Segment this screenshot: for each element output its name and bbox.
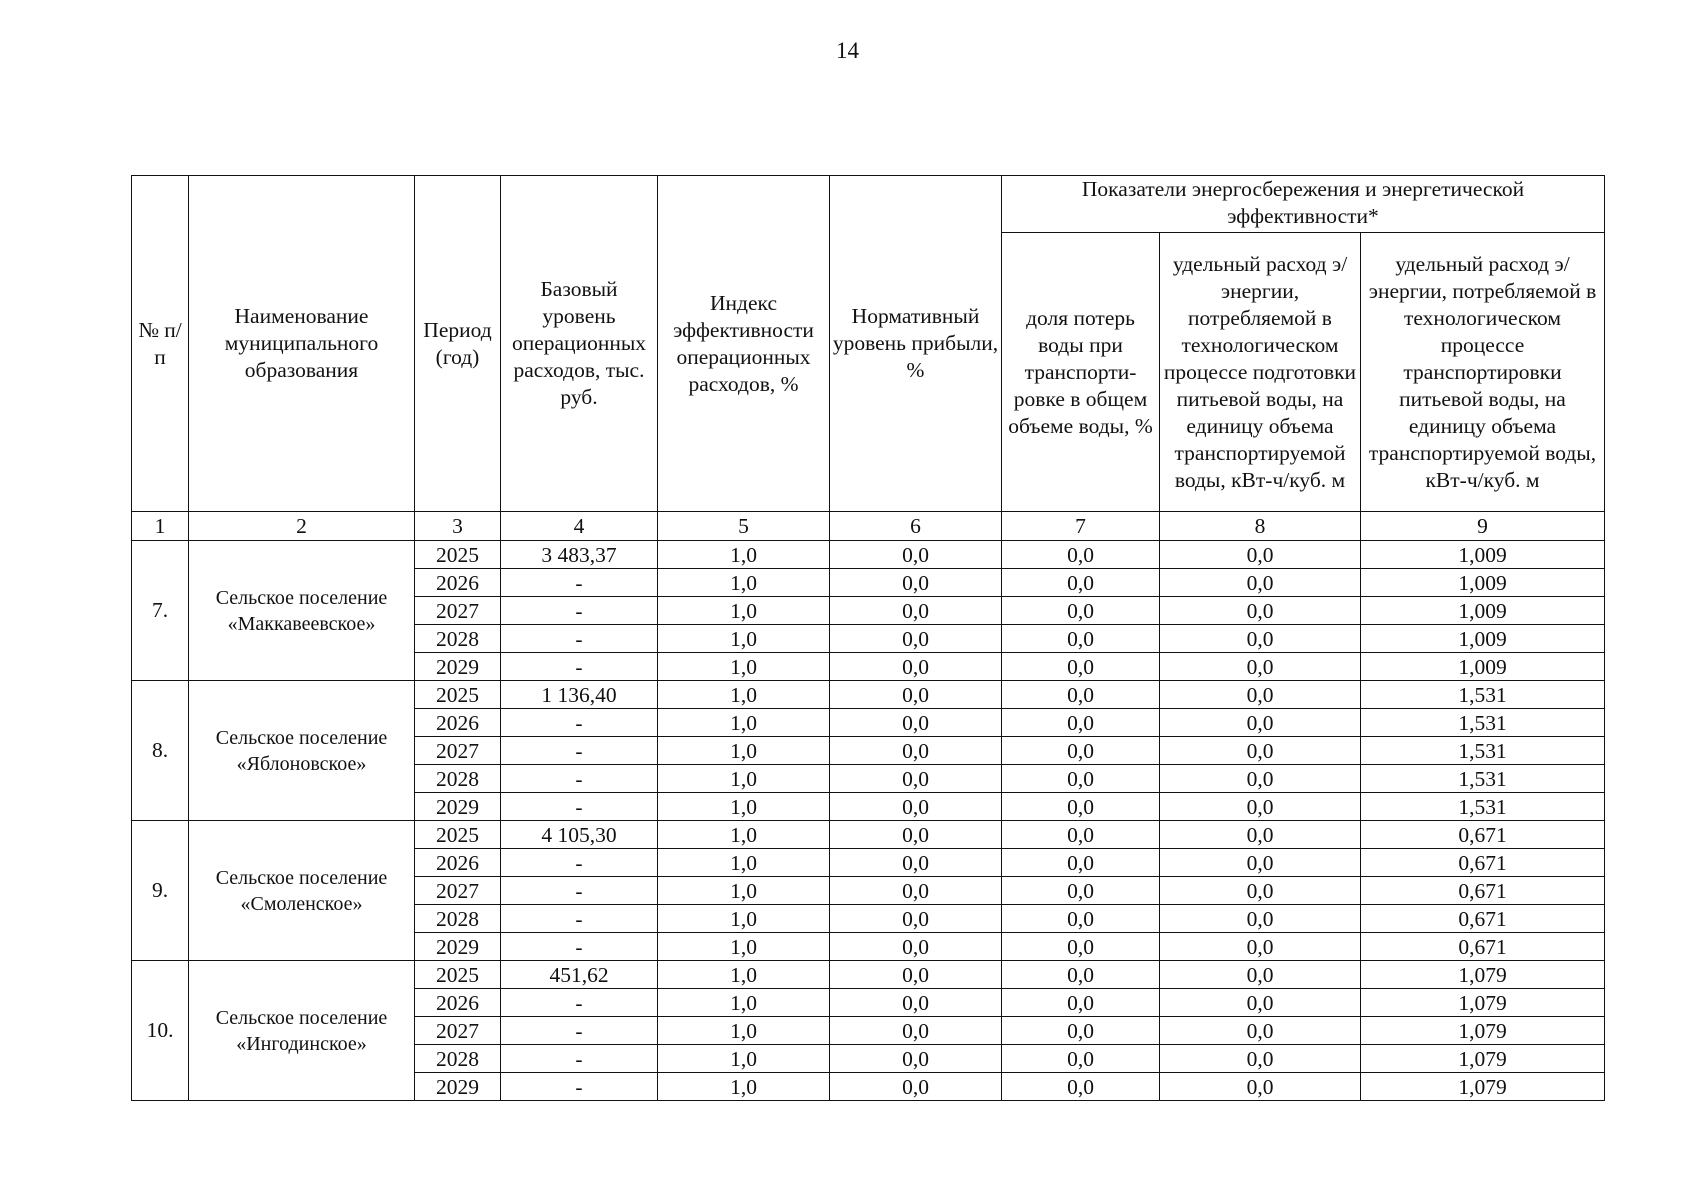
profit-level-cell: 0,0 [830, 1073, 1002, 1101]
profit-level-cell: 0,0 [830, 569, 1002, 597]
base-cost-cell: - [501, 653, 658, 681]
column-number: 1 [132, 512, 189, 541]
column-number: 3 [415, 512, 501, 541]
efficiency-index-cell: 1,0 [658, 821, 830, 849]
energy-transport-cell: 1,531 [1361, 765, 1605, 793]
row-number-cell: 9. [132, 821, 189, 961]
energy-prep-cell: 0,0 [1160, 793, 1361, 821]
year-cell: 2026 [415, 989, 501, 1017]
column-number: 8 [1160, 512, 1361, 541]
water-loss-cell: 0,0 [1002, 681, 1160, 709]
energy-prep-cell: 0,0 [1160, 989, 1361, 1017]
base-cost-cell: - [501, 933, 658, 961]
energy-transport-cell: 1,009 [1361, 569, 1605, 597]
year-cell: 2026 [415, 849, 501, 877]
profit-level-cell: 0,0 [830, 821, 1002, 849]
column-number: 7 [1002, 512, 1160, 541]
base-cost-cell: - [501, 1017, 658, 1045]
column-number: 2 [189, 512, 415, 541]
efficiency-index-cell: 1,0 [658, 1017, 830, 1045]
energy-prep-cell: 0,0 [1160, 821, 1361, 849]
water-loss-cell: 0,0 [1002, 1045, 1160, 1073]
municipality-type: Сельское поселение [215, 866, 388, 889]
efficiency-index-cell: 1,0 [658, 933, 830, 961]
profit-level-cell: 0,0 [830, 1017, 1002, 1045]
base-cost-cell: 1 136,40 [501, 681, 658, 709]
efficiency-index-cell: 1,0 [658, 905, 830, 933]
municipality-name-cell [189, 541, 415, 681]
energy-transport-cell: 1,009 [1361, 653, 1605, 681]
table-row [132, 961, 1605, 989]
efficiency-index-cell: 1,0 [658, 597, 830, 625]
energy-transport-cell: 1,531 [1361, 709, 1605, 737]
header-water-loss: доля потерь воды при транспорти-ровке в общем объеме воды, % [1002, 233, 1160, 512]
year-cell: 2026 [415, 709, 501, 737]
energy-transport-cell: 1,079 [1361, 1017, 1605, 1045]
energy-transport-cell: 1,009 [1361, 625, 1605, 653]
year-cell: 2026 [415, 569, 501, 597]
water-loss-cell: 0,0 [1002, 653, 1160, 681]
municipality-type: Сельское поселение [215, 726, 388, 749]
water-loss-cell: 0,0 [1002, 989, 1160, 1017]
header-no: № п/п [132, 176, 189, 512]
efficiency-index-cell: 1,0 [658, 737, 830, 765]
row-number-cell: 10. [132, 961, 189, 1101]
municipality-name-cell [189, 821, 415, 961]
efficiency-index-cell: 1,0 [658, 709, 830, 737]
base-cost-cell: - [501, 737, 658, 765]
energy-prep-cell: 0,0 [1160, 1017, 1361, 1045]
header-name: Наименование муниципального образования [189, 176, 415, 512]
profit-level-cell: 0,0 [830, 961, 1002, 989]
energy-transport-cell: 1,079 [1361, 1045, 1605, 1073]
year-cell: 2025 [415, 681, 501, 709]
row-number-cell: 8. [132, 681, 189, 821]
base-cost-cell: - [501, 709, 658, 737]
base-cost-cell: - [501, 877, 658, 905]
year-cell: 2028 [415, 905, 501, 933]
efficiency-index-cell: 1,0 [658, 1073, 830, 1101]
year-cell: 2025 [415, 821, 501, 849]
energy-prep-cell: 0,0 [1160, 849, 1361, 877]
column-number: 9 [1361, 512, 1605, 541]
water-loss-cell: 0,0 [1002, 709, 1160, 737]
energy-prep-cell: 0,0 [1160, 569, 1361, 597]
energy-prep-cell: 0,0 [1160, 625, 1361, 653]
page-number: 14 [836, 38, 859, 63]
base-cost-cell: - [501, 989, 658, 1017]
table-row [132, 541, 1605, 569]
efficiency-index-cell: 1,0 [658, 653, 830, 681]
header-period: Период (год) [415, 176, 501, 512]
energy-transport-cell: 1,531 [1361, 793, 1605, 821]
year-cell: 2027 [415, 877, 501, 905]
energy-transport-cell: 0,671 [1361, 877, 1605, 905]
base-cost-cell: 451,62 [501, 961, 658, 989]
efficiency-index-cell: 1,0 [658, 961, 830, 989]
header-energy-group: Показатели энергосбережения и энергетической эффективности* [1002, 176, 1605, 233]
header-profit-level: Нормативный уровень прибыли, % [830, 176, 1002, 512]
efficiency-index-cell: 1,0 [658, 1045, 830, 1073]
year-cell: 2025 [415, 961, 501, 989]
column-numbers-row [132, 512, 1605, 541]
energy-transport-cell: 1,531 [1361, 681, 1605, 709]
base-cost-cell: - [501, 1045, 658, 1073]
table-row [132, 681, 1605, 709]
water-loss-cell: 0,0 [1002, 737, 1160, 765]
municipality-name: «Смоленское» [240, 892, 363, 915]
base-cost-cell: - [501, 765, 658, 793]
profit-level-cell: 0,0 [830, 625, 1002, 653]
year-cell: 2027 [415, 597, 501, 625]
energy-prep-cell: 0,0 [1160, 877, 1361, 905]
efficiency-index-cell: 1,0 [658, 765, 830, 793]
energy-prep-cell: 0,0 [1160, 681, 1361, 709]
profit-level-cell: 0,0 [830, 905, 1002, 933]
water-loss-cell: 0,0 [1002, 793, 1160, 821]
energy-prep-cell: 0,0 [1160, 1073, 1361, 1101]
efficiency-index-cell: 1,0 [658, 989, 830, 1017]
water-loss-cell: 0,0 [1002, 597, 1160, 625]
base-cost-cell: - [501, 597, 658, 625]
year-cell: 2025 [415, 541, 501, 569]
efficiency-index-cell: 1,0 [658, 569, 830, 597]
column-number: 5 [658, 512, 830, 541]
profit-level-cell: 0,0 [830, 541, 1002, 569]
table-row [132, 821, 1605, 849]
profit-level-cell: 0,0 [830, 933, 1002, 961]
energy-transport-cell: 1,079 [1361, 961, 1605, 989]
year-cell: 2028 [415, 1045, 501, 1073]
row-number-cell: 7. [132, 541, 189, 681]
efficiency-index-cell: 1,0 [658, 541, 830, 569]
efficiency-index-cell: 1,0 [658, 793, 830, 821]
profit-level-cell: 0,0 [830, 737, 1002, 765]
water-loss-cell: 0,0 [1002, 821, 1160, 849]
base-cost-cell: 4 105,30 [501, 821, 658, 849]
column-number: 6 [830, 512, 1002, 541]
header-efficiency-index: Индекс эффективности операционных расходов, % [658, 176, 830, 512]
profit-level-cell: 0,0 [830, 709, 1002, 737]
column-number: 4 [501, 512, 658, 541]
water-loss-cell: 0,0 [1002, 625, 1160, 653]
year-cell: 2029 [415, 653, 501, 681]
energy-prep-cell: 0,0 [1160, 541, 1361, 569]
energy-transport-cell: 1,009 [1361, 541, 1605, 569]
base-cost-cell: - [501, 849, 658, 877]
profit-level-cell: 0,0 [830, 1045, 1002, 1073]
tariff-indicators-table [131, 175, 1605, 1101]
profit-level-cell: 0,0 [830, 681, 1002, 709]
energy-transport-cell: 0,671 [1361, 905, 1605, 933]
municipality-name: «Ингодинское» [236, 1032, 367, 1055]
efficiency-index-cell: 1,0 [658, 877, 830, 905]
year-cell: 2029 [415, 933, 501, 961]
municipality-name-cell [189, 961, 415, 1101]
water-loss-cell: 0,0 [1002, 961, 1160, 989]
energy-transport-cell: 0,671 [1361, 849, 1605, 877]
profit-level-cell: 0,0 [830, 765, 1002, 793]
base-cost-cell: - [501, 905, 658, 933]
base-cost-cell: - [501, 793, 658, 821]
energy-transport-cell: 1,079 [1361, 1073, 1605, 1101]
year-cell: 2029 [415, 1073, 501, 1101]
municipality-type: Сельское поселение [215, 1006, 388, 1029]
energy-prep-cell: 0,0 [1160, 961, 1361, 989]
profit-level-cell: 0,0 [830, 597, 1002, 625]
year-cell: 2027 [415, 737, 501, 765]
energy-prep-cell: 0,0 [1160, 653, 1361, 681]
water-loss-cell: 0,0 [1002, 765, 1160, 793]
base-cost-cell: 3 483,37 [501, 541, 658, 569]
base-cost-cell: - [501, 625, 658, 653]
profit-level-cell: 0,0 [830, 793, 1002, 821]
municipality-type: Сельское поселение [215, 586, 388, 609]
municipality-name: «Маккавеевское» [227, 612, 376, 635]
header-row-top [132, 176, 1605, 233]
water-loss-cell: 0,0 [1002, 1017, 1160, 1045]
profit-level-cell: 0,0 [830, 877, 1002, 905]
energy-prep-cell: 0,0 [1160, 737, 1361, 765]
energy-transport-cell: 1,079 [1361, 989, 1605, 1017]
profit-level-cell: 0,0 [830, 989, 1002, 1017]
water-loss-cell: 0,0 [1002, 849, 1160, 877]
energy-prep-cell: 0,0 [1160, 597, 1361, 625]
water-loss-cell: 0,0 [1002, 933, 1160, 961]
energy-transport-cell: 0,671 [1361, 821, 1605, 849]
header-energy-prep: удельный расход э/энергии, потребляемой в технологическом процессе подготовки питьевой воды, на единицу объема транспортируемой воды, кВт-ч/куб. м [1160, 233, 1361, 512]
water-loss-cell: 0,0 [1002, 877, 1160, 905]
energy-transport-cell: 1,531 [1361, 737, 1605, 765]
header-base-level: Базовый уровень операционных расходов, тыс. руб. [501, 176, 658, 512]
municipality-name-cell [189, 681, 415, 821]
energy-prep-cell: 0,0 [1160, 765, 1361, 793]
year-cell: 2027 [415, 1017, 501, 1045]
base-cost-cell: - [501, 569, 658, 597]
efficiency-index-cell: 1,0 [658, 849, 830, 877]
water-loss-cell: 0,0 [1002, 1073, 1160, 1101]
base-cost-cell: - [501, 1073, 658, 1101]
profit-level-cell: 0,0 [830, 849, 1002, 877]
profit-level-cell: 0,0 [830, 653, 1002, 681]
energy-transport-cell: 0,671 [1361, 933, 1605, 961]
energy-prep-cell: 0,0 [1160, 905, 1361, 933]
water-loss-cell: 0,0 [1002, 541, 1160, 569]
year-cell: 2028 [415, 625, 501, 653]
water-loss-cell: 0,0 [1002, 905, 1160, 933]
efficiency-index-cell: 1,0 [658, 625, 830, 653]
year-cell: 2028 [415, 765, 501, 793]
energy-prep-cell: 0,0 [1160, 709, 1361, 737]
energy-transport-cell: 1,009 [1361, 597, 1605, 625]
energy-prep-cell: 0,0 [1160, 933, 1361, 961]
water-loss-cell: 0,0 [1002, 569, 1160, 597]
year-cell: 2029 [415, 793, 501, 821]
header-energy-transport: удельный расход э/энергии, потребляемой в технологическом процессе транспортировки питьевой воды, на единицу объема транспортируемой воды, кВт-ч/куб. м [1361, 233, 1605, 512]
municipality-name: «Яблоновское» [236, 752, 367, 775]
efficiency-index-cell: 1,0 [658, 681, 830, 709]
energy-prep-cell: 0,0 [1160, 1045, 1361, 1073]
